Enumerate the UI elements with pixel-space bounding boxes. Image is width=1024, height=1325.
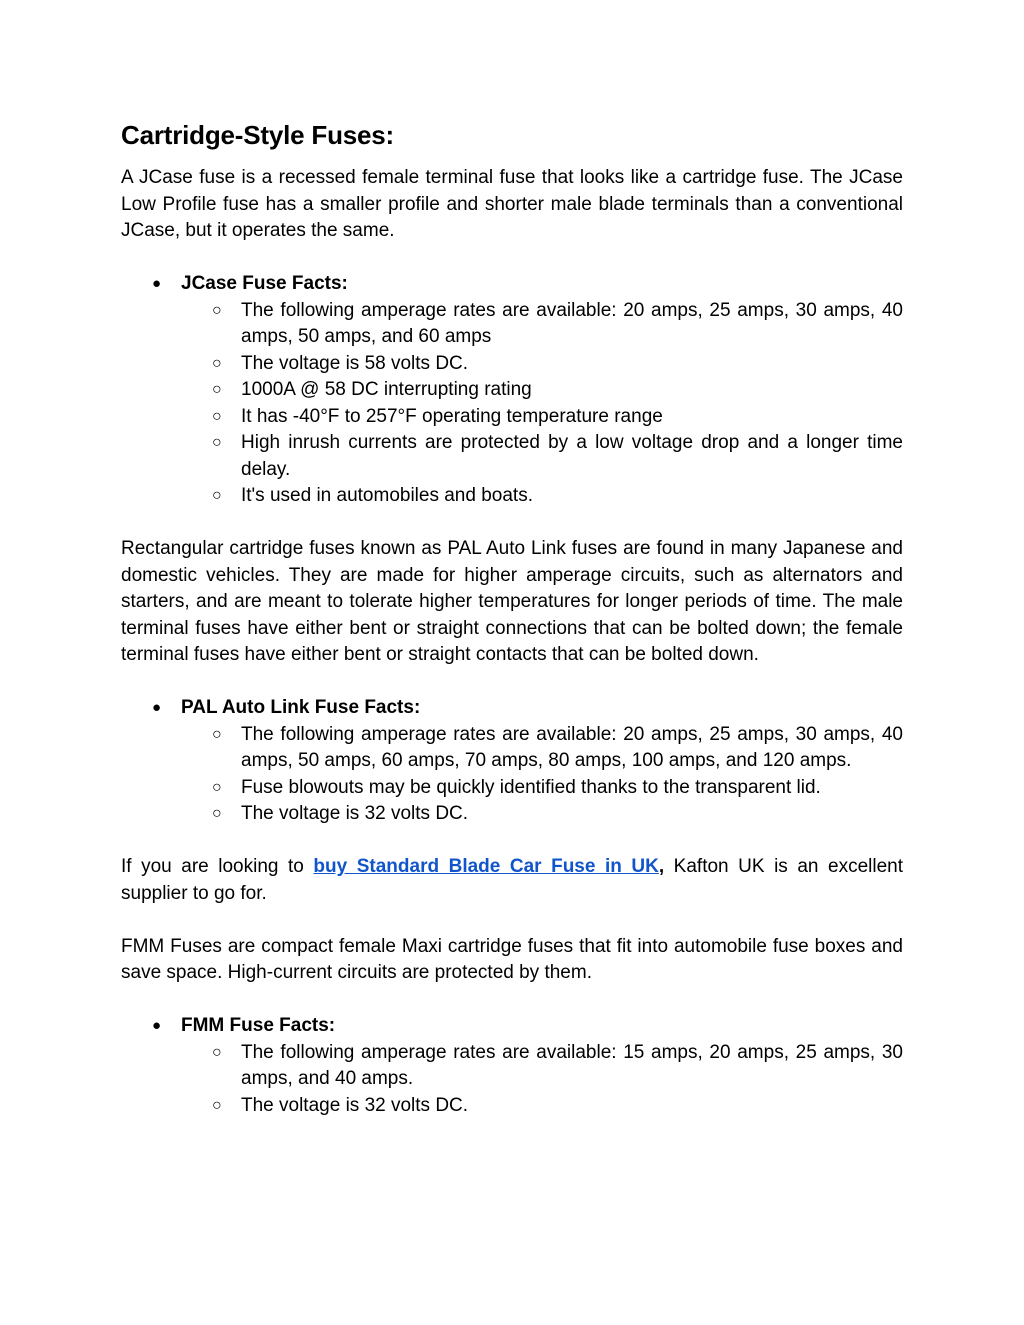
intro-paragraph: A JCase fuse is a recessed female terminal fuse that looks like a cartridge fuse. The JCase Low Profile fuse has a smaller profile and shorter male blade terminals than a conventional JCase, but it operates the same. <box>121 167 903 241</box>
list-item-text: The following amperage rates are available: 20 amps, 25 amps, 30 amps, 40 amps, 50 amps, and 60 amps <box>241 299 903 347</box>
jcase-facts-item <box>152 271 903 510</box>
fmm-facts-list <box>121 1013 903 1119</box>
circle-bullet-icon: ○ <box>212 725 222 743</box>
document-page <box>121 118 903 1119</box>
spacer <box>121 907 903 934</box>
supplier-text-after: Kafton UK is an excellent supplier to go for. <box>121 856 903 904</box>
jcase-facts-list <box>121 271 903 510</box>
fmm-facts-item <box>152 1013 903 1119</box>
circle-bullet-icon: ○ <box>212 407 222 425</box>
list-item-text: High inrush currents are protected by a low voltage drop and a longer time delay. <box>241 432 903 480</box>
list-item-text: The voltage is 58 volts DC. <box>241 352 469 374</box>
list-item <box>212 1040 903 1093</box>
pal-facts-list <box>121 695 903 828</box>
list-item-text: The voltage is 32 volts DC. <box>241 803 469 824</box>
supplier-paragraph <box>121 854 903 907</box>
pal-paragraph: Rectangular cartridge fuses known as PAL Auto Link fuses are found in many Japanese and domestic vehicles. They are made for higher amperage circuits, such as alternators and starters, and are meant to tolerate higher temperatures for longer periods of time. The male terminal fuses have either bent or straight connections that can be bolted down; the female terminal fuses have either bent or straight contacts that can be bolted down. <box>121 538 903 665</box>
circle-bullet-icon: ○ <box>212 381 222 398</box>
spacer <box>121 245 903 272</box>
spacer <box>121 828 903 855</box>
spacer <box>121 510 903 537</box>
circle-bullet-icon: ○ <box>212 354 222 372</box>
circle-bullet-icon: ○ <box>212 1096 222 1114</box>
circle-bullet-icon: ○ <box>212 1043 222 1061</box>
spacer <box>121 669 903 696</box>
jcase-facts-heading: JCase Fuse Facts: <box>181 273 348 294</box>
circle-bullet-icon: ○ <box>212 805 222 822</box>
jcase-facts-sublist <box>181 298 903 510</box>
list-item <box>212 298 903 351</box>
bullet-icon: ● <box>152 1017 162 1034</box>
pal-facts-heading: PAL Auto Link Fuse Facts: <box>181 697 421 718</box>
list-item <box>212 430 903 483</box>
circle-bullet-icon: ○ <box>212 487 222 504</box>
list-item-text: It has -40°F to 257°F operating temperature range <box>241 405 663 427</box>
list-item-text: The following amperage rates are available: 20 amps, 25 amps, 30 amps, 40 amps, 50 amps, 60 amps, 70 amps, 80 amps, 100 amps, and 120 amps. <box>241 723 903 771</box>
supplier-text-before: If you are looking to <box>121 856 314 877</box>
fmm-facts-sublist <box>181 1040 903 1120</box>
bullet-icon: ● <box>152 275 162 292</box>
list-item <box>212 351 903 378</box>
spacer <box>121 987 903 1014</box>
list-item <box>212 483 903 510</box>
list-item <box>212 404 903 431</box>
list-item <box>212 801 903 828</box>
circle-bullet-icon: ○ <box>212 778 222 796</box>
fmm-facts-heading: FMM Fuse Facts: <box>181 1015 336 1036</box>
circle-bullet-icon: ○ <box>212 301 222 319</box>
bullet-icon: ● <box>152 699 162 716</box>
list-item <box>212 722 903 775</box>
list-item <box>212 1093 903 1120</box>
page-title: Cartridge-Style Fuses: <box>121 120 395 150</box>
list-item-text: 1000A @ 58 DC interrupting rating <box>241 379 532 400</box>
pal-facts-item <box>152 695 903 828</box>
list-item-text: The following amperage rates are available: 15 amps, 20 amps, 25 amps, 30 amps, and 40 amps. <box>241 1041 903 1089</box>
buy-fuse-link[interactable]: buy Standard Blade Car Fuse in UK <box>313 856 659 877</box>
fmm-paragraph: FMM Fuses are compact female Maxi cartridge fuses that fit into automobile fuse boxes and save space. High-current circuits are protected by them. <box>121 935 903 983</box>
list-item <box>212 775 903 802</box>
supplier-comma: , <box>658 856 665 877</box>
circle-bullet-icon: ○ <box>212 434 222 451</box>
list-item-text: The voltage is 32 volts DC. <box>241 1094 469 1116</box>
list-item-text: It's used in automobiles and boats. <box>241 485 533 506</box>
pal-facts-sublist <box>181 722 903 828</box>
list-item <box>212 377 903 404</box>
list-item-text: Fuse blowouts may be quickly identified thanks to the transparent lid. <box>241 776 821 798</box>
